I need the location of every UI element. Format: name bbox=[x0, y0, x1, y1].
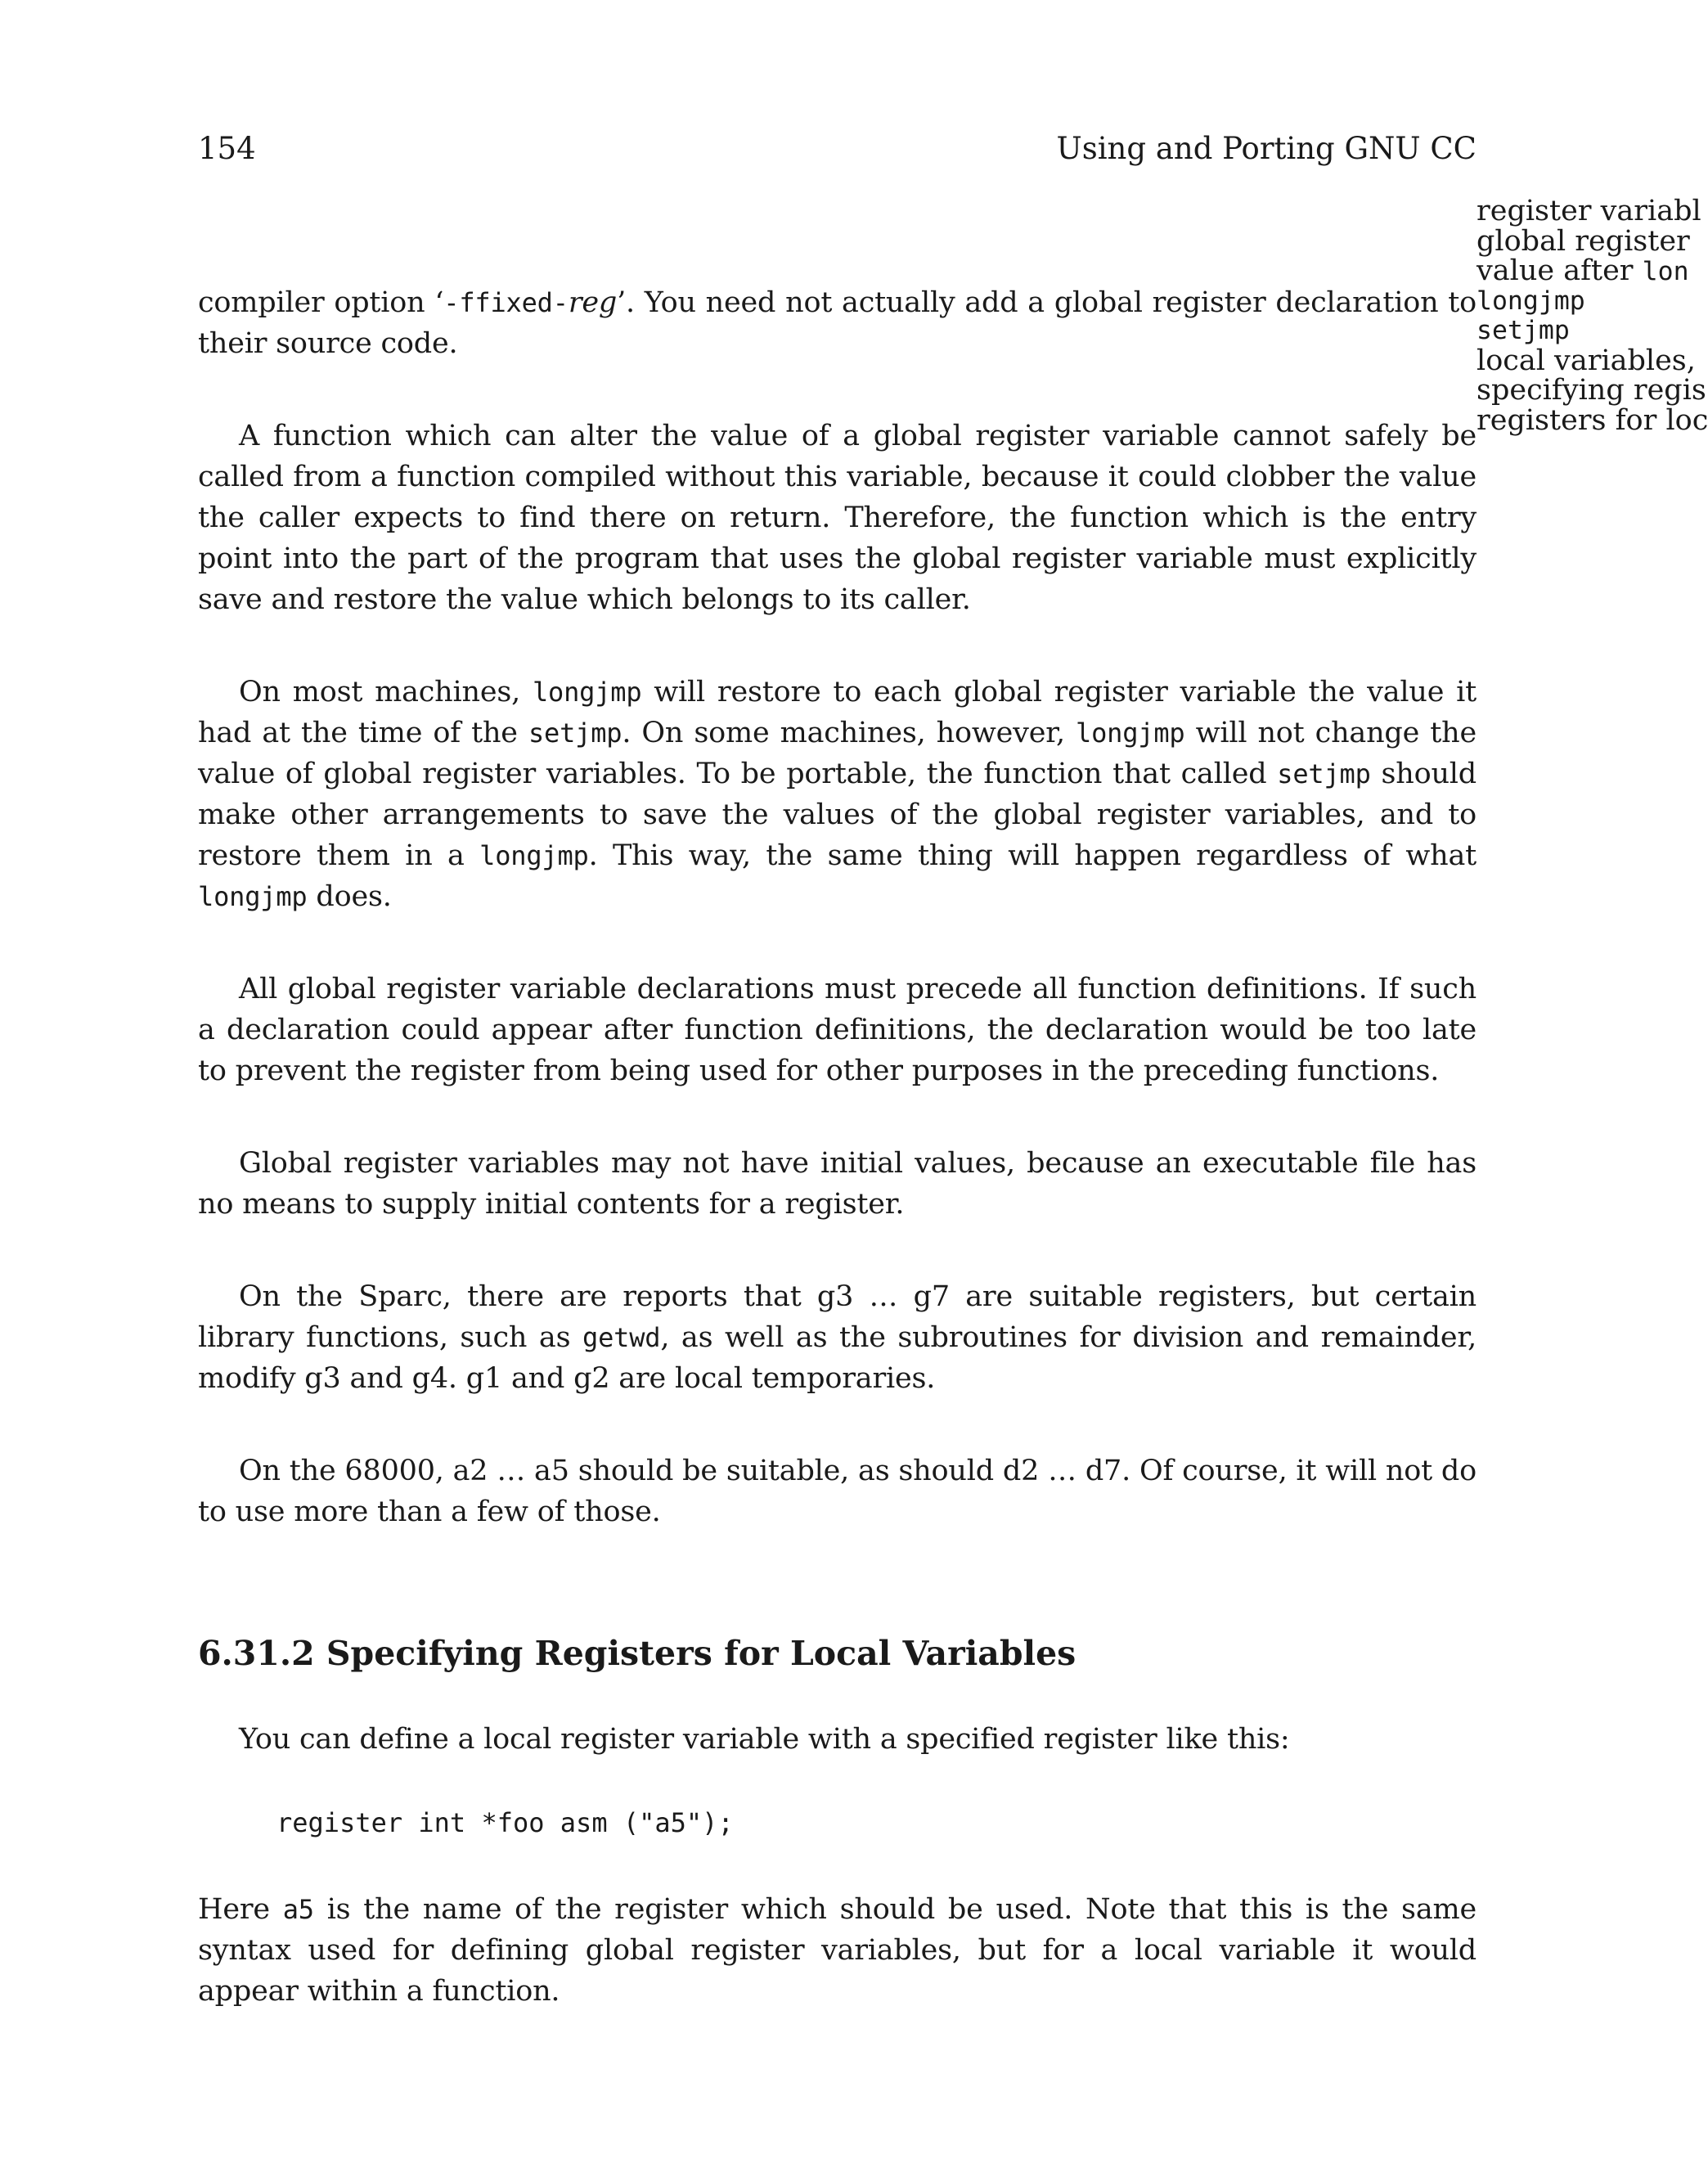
paragraph: Global register variables may not have initial values, because an executable file has no means to supply initial contents for a register. bbox=[198, 1147, 1477, 1221]
index-entry: setjmp bbox=[1477, 316, 1570, 345]
paragraph: You can define a local register variable with a specified register like this: bbox=[239, 1723, 1290, 1756]
code-example: register int *foo asm ("a5"); bbox=[276, 1807, 734, 1838]
paragraph: compiler option ‘-ffixed-reg’. You need not actually add a global register declaration to their source code. bbox=[198, 286, 1477, 360]
page-body bbox=[198, 282, 1477, 2012]
index-entry: global register bbox=[1477, 224, 1690, 258]
paragraph: All global register variable declarations must precede all function definitions. If such a declaration could appear after function definitions, the declaration would be too late to prevent the register from being used for other purposes in the preceding functions. bbox=[198, 973, 1477, 1087]
index-entry: value after lon bbox=[1477, 254, 1689, 287]
paragraph: On most machines, longjmp will restore to each global register variable the value it had at the time of the setjmp. On some machines, however, longjmp will not change the value of global register variables. To be portable, the function that called setjmp should make other arrangements to save the values of the global register variables, and to restore them in a longjmp. This way, the same thing will happen regardless of what longjmp does. bbox=[198, 676, 1477, 913]
book-title: Using and Porting GNU CC bbox=[1056, 131, 1477, 166]
index-entry: longjmp bbox=[1477, 286, 1585, 316]
paragraph: Here a5 is the name of the register which should be used. Note that this is the same syntax used for defining global register variables, but for a local variable it would appear within a function. bbox=[198, 1893, 1477, 2008]
paragraph: On the 68000, a2 … a5 should be suitable, as should d2 … d7. Of course, it will not do to use more than a few of those. bbox=[198, 1455, 1477, 1528]
paragraph: A function which can alter the value of a global register variable cannot safely be called from a function compiled without this variable, because it could clobber the value the caller expects to find there on return. Therefore, the function which is the entry point into the part of the program that uses the global register variable must explicitly save and restore the value which belongs to its caller. bbox=[198, 420, 1477, 616]
index-entry: registers for loc bbox=[1477, 403, 1708, 437]
page-number: 154 bbox=[198, 131, 256, 166]
section-heading: 6.31.2 Specifying Registers for Local Variables bbox=[198, 1634, 1076, 1673]
paragraph: On the Sparc, there are reports that g3 … g7 are suitable registers, but certain library functions, such as getwd, as well as the subroutines for division and remainder, modify g3 and g4. g1 and g2 are local temporaries. bbox=[198, 1280, 1477, 1395]
index-entry: specifying regis bbox=[1477, 374, 1706, 407]
index-entry: register variabl bbox=[1477, 195, 1701, 227]
index-entry: local variables, bbox=[1477, 344, 1696, 377]
index-margin-notes bbox=[1477, 196, 1708, 435]
